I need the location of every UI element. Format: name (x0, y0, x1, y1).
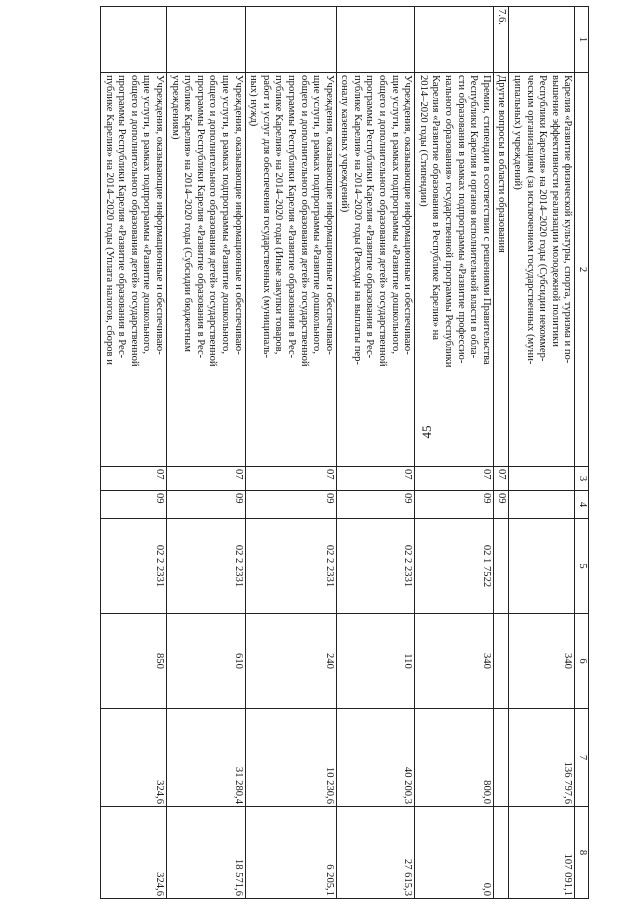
column-header-6: 6 (575, 614, 589, 709)
description-line: общего и дополнительного образования детей» государственной (377, 75, 389, 367)
description-line: соналу казенных учреждений) (339, 75, 351, 213)
target-article-cell (493, 519, 509, 614)
section-code-cell (509, 467, 575, 491)
description-line: ципальных) учреждений) (512, 75, 524, 190)
expense-type-cell: 340 (509, 614, 575, 709)
section-code-cell: 07 (245, 467, 336, 491)
section-code-cell: 07 (415, 467, 494, 491)
description-line: щие услуги, в рамках подпрограммы «Развитие дошкольного, (141, 75, 153, 355)
subsection-code-cell: 09 (493, 491, 509, 519)
table-row (336, 7, 415, 899)
description-cell (509, 73, 575, 467)
expense-type-cell (493, 614, 509, 709)
target-article-cell: 02 2 2331 (336, 519, 415, 614)
planned-amount-cell: 40 200,3 (336, 709, 415, 807)
subsection-code-cell (509, 491, 575, 519)
description-line: щие услуги, в рамках подпрограммы «Развитие дошкольного, (219, 75, 231, 355)
planned-amount-cell: 800,0 (415, 709, 494, 807)
description-cell (245, 73, 336, 467)
planned-amount-cell (493, 709, 509, 807)
description-line: Карелия «Развитие образования в Республике Карелия» на (430, 75, 442, 341)
description-line: Учреждения, оказывающие информационные и обеспечиваю- (232, 75, 244, 355)
row-number-cell (101, 7, 167, 73)
row-number-cell (245, 7, 336, 73)
description-line: публике Карелия» на 2014–2020 годы (Расходы на выплаты пер- (351, 75, 363, 365)
description-line: публике Карелия» на 2014–2020 годы (Иные закупки товаров, (273, 75, 285, 355)
section-code-cell: 07 (493, 467, 509, 491)
expense-type-cell: 110 (336, 614, 415, 709)
target-article-cell: 02 2 2331 (245, 519, 336, 614)
column-header-2: 2 (575, 73, 589, 467)
section-code-cell: 07 (101, 467, 167, 491)
row-number-cell (167, 7, 246, 73)
description-line: публике Карелия» на 2014–2020 годы (Уплата налогов, сборов и (103, 75, 115, 365)
table-row (493, 7, 509, 899)
table-row (509, 7, 575, 899)
subsection-code-cell: 09 (101, 491, 167, 519)
subsection-code-cell: 09 (415, 491, 494, 519)
description-line: программы Республики Карелия «Развитие образования в Рес- (194, 75, 206, 359)
column-header-5: 5 (575, 519, 589, 614)
row-number-cell: 7.6. (493, 7, 509, 73)
column-header-1: 1 (575, 7, 589, 73)
description-line: программы Республики Карелия «Развитие образования в Рес- (285, 75, 297, 359)
description-line: общего и дополнительного образования детей» государственной (128, 75, 140, 367)
description-cell (101, 73, 167, 467)
expense-type-cell: 340 (415, 614, 494, 709)
description-line: программы Республики Карелия «Развитие образования в Рес- (116, 75, 128, 359)
expense-type-cell: 240 (245, 614, 336, 709)
header-row (575, 7, 589, 899)
executed-amount-cell: 0,0 (415, 807, 494, 899)
page-number: 45 (419, 425, 434, 439)
section-code-cell: 07 (167, 467, 246, 491)
executed-amount-cell: 107 091,1 (509, 807, 575, 899)
planned-amount-cell: 136 797,6 (509, 709, 575, 807)
expense-type-cell: 850 (101, 614, 167, 709)
description-line: работ и услуг для обеспечения государственных (муниципаль- (260, 75, 272, 359)
column-header-4: 4 (575, 491, 589, 519)
target-article-cell: 02 2 2331 (167, 519, 246, 614)
description-line: программы Республики Карелия «Развитие образования в Рес- (364, 75, 376, 359)
target-article-cell (509, 519, 575, 614)
description-line: сти образования в рамках подпрограммы «Развитие профессио- (455, 75, 467, 364)
table-body (101, 7, 575, 899)
description-line: ческим организациям (за исключением государственных (муни- (524, 75, 536, 365)
description-line: Учреждения, оказывающие информационные и обеспечиваю- (154, 75, 165, 355)
description-line: Другие вопросы в области образования (496, 75, 508, 253)
description-line: Премии, стипендии в соответствии с решениями Правительства (480, 75, 492, 365)
row-number-cell (509, 7, 575, 73)
description-line: общего и дополнительного образования детей» государственной (207, 75, 219, 367)
description-cell (493, 73, 509, 467)
table-row (245, 7, 336, 899)
executed-amount-cell: 324,6 (101, 807, 167, 899)
section-code-cell: 07 (336, 467, 415, 491)
description-cell (167, 73, 246, 467)
description-line: Учреждения, оказывающие информационные и обеспечиваю- (323, 75, 335, 355)
description-cell (415, 73, 494, 467)
description-line: публике Карелия» на 2014–2020 годы (Субсидии бюджетным (182, 75, 194, 352)
executed-amount-cell (493, 807, 509, 899)
planned-amount-cell: 31 280,4 (167, 709, 246, 807)
description-line: ных) нужд) (248, 75, 260, 127)
description-line: Республики Карелия» на 2014–2020 годы (Субсидии некоммер- (537, 75, 549, 362)
executed-amount-cell: 6 205,1 (245, 807, 336, 899)
description-line: щие услуги, в рамках подпрограммы «Развитие дошкольного, (389, 75, 401, 355)
description-line: Учреждения, оказывающие информационные и обеспечиваю- (402, 75, 414, 355)
target-article-cell: 02 1 7522 (415, 519, 494, 614)
table-row (101, 7, 167, 899)
description-line: Республики Карелия и органов исполнительной власти в обла- (468, 75, 480, 359)
table-row (167, 7, 246, 899)
description-cell (336, 73, 415, 467)
executed-amount-cell: 27 615,3 (336, 807, 415, 899)
description-line: щие услуги, в рамках подпрограммы «Развитие дошкольного, (311, 75, 323, 355)
row-number-cell (336, 7, 415, 73)
column-header-8: 8 (575, 807, 589, 899)
description-line: нального образования» государственной программы Республики (443, 75, 455, 368)
target-article-cell: 02 2 2331 (101, 519, 167, 614)
planned-amount-cell: 10 230,6 (245, 709, 336, 807)
budget-table-page (48, 6, 589, 898)
description-line: Карелия «Развитие физической культуры, спорта, туризма и по- (562, 75, 574, 364)
column-header-7: 7 (575, 709, 589, 807)
column-header-3: 3 (575, 467, 589, 491)
expense-type-cell: 610 (167, 614, 246, 709)
description-line: общего и дополнительного образования детей» государственной (298, 75, 310, 367)
description-line: учреждениям) (169, 75, 181, 140)
description-line: 2014–2020 годы (Стипендии) (417, 75, 429, 207)
row-number-cell (415, 7, 494, 73)
subsection-code-cell: 09 (167, 491, 246, 519)
subsection-code-cell: 09 (245, 491, 336, 519)
subsection-code-cell: 09 (336, 491, 415, 519)
description-line: вышение эффективности реализации молодежной политики (549, 75, 561, 347)
executed-amount-cell: 18 571,6 (167, 807, 246, 899)
budget-table (100, 6, 589, 899)
planned-amount-cell: 324,6 (101, 709, 167, 807)
table-row (415, 7, 494, 899)
